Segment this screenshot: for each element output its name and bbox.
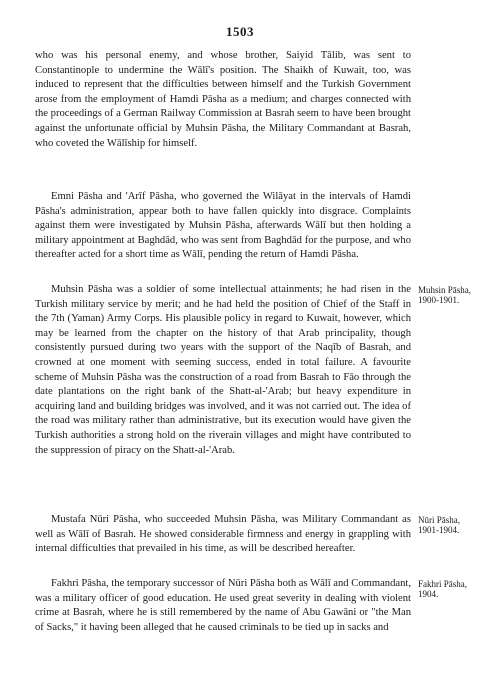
- paragraph-text: who was his personal enemy, and whose brother, Saiyid Tālib, was sent to Constantinople to undermine the Wālī's position. The Shaikh of Kuwait, too, was induced to represent that the difficulties between himself and the Turkish Government arose from the employment of Hamdi Pāsha as a medium; and charges connected with the proceedings of a German Railway Commission at Basrah seem to have been brought against the unfortunate official by Muhsin Pāsha, the Military Commandant at Basrah, who coveted the Wālīship for himself.: [35, 50, 411, 149]
- paragraph-text: Muhsin Pāsha was a soldier of some intellectual attainments; he had risen in the Turkish military service by merit; and he had held the position of Chief of the Staff in the 7th (Yaman) Army Corps. His plausible policy in regard to Kuwait, however, which may be learned from the chapter on the history of that Arab principality, though consistently pursued during two years with the support of the Naqīb of Basrah, and crowned at one moment with seeming success, ended in total failure. A favourite scheme of Muhsin Pāsha was the construction of a road from Basrah to Fāo through the date plantations on the right bank of the Shatt-al-'Arab; but heavy expenditure in acquiring land and building bridges was involved, and it was not carried out. The idea of the road was military rather than administrative, but its execution would have given the Turkish authorities a strong hold on the riverain villages and might have contributed to the suppression of piracy on the Shatt-al-'Arab.: [35, 284, 411, 456]
- margin-note-nuri: Nūri Pāsha, 1901-1904.: [418, 515, 460, 535]
- paragraph-2: [35, 190, 411, 269]
- paragraph-3: [35, 283, 411, 464]
- paragraph-text: Mustafa Nūri Pāsha, who succeeded Muhsin Pāsha, was Military Commandant as well as Wālī of Basrah. He showed considerable firmness and energy in grappling with internal difficulties that prevailed in his time, as will be described hereafter.: [35, 514, 411, 555]
- paragraph-text: Emni Pāsha and 'Arīf Pāsha, who governed the Wilāyat in the intervals of Hamdi Pāsha's administration, appear both to have fallen quickly into disgrace. Complaints against them were investigated by Muhsin Pāsha, afterwards Wālī but then holding a military appointment at Baghdād, who was sent from Baghdād for the purpose, and who thereafter acted for a short time as Wālī, pending the return of Hamdi Pāsha.: [35, 191, 411, 261]
- page-number: 1503: [226, 24, 254, 39]
- paragraph-5: [35, 577, 411, 641]
- paragraph-4: [35, 513, 411, 563]
- paragraph-1: [35, 49, 411, 157]
- margin-note-fakhri: Fakhri Pāsha, 1904.: [418, 579, 467, 599]
- paragraph-text: Fakhri Pāsha, the temporary successor of Nūri Pāsha both as Wālī and Commandant, was a military officer of good education. He used great severity in dealing with violent crime at Basrah, where he is still remembered by the name of Abu Gawāni or "the Man of Sacks," it having been alleged that he caused criminals to be tied up in sacks and: [35, 578, 411, 633]
- margin-note-muhsin: Muhsin Pāsha, 1900-1901.: [418, 285, 472, 305]
